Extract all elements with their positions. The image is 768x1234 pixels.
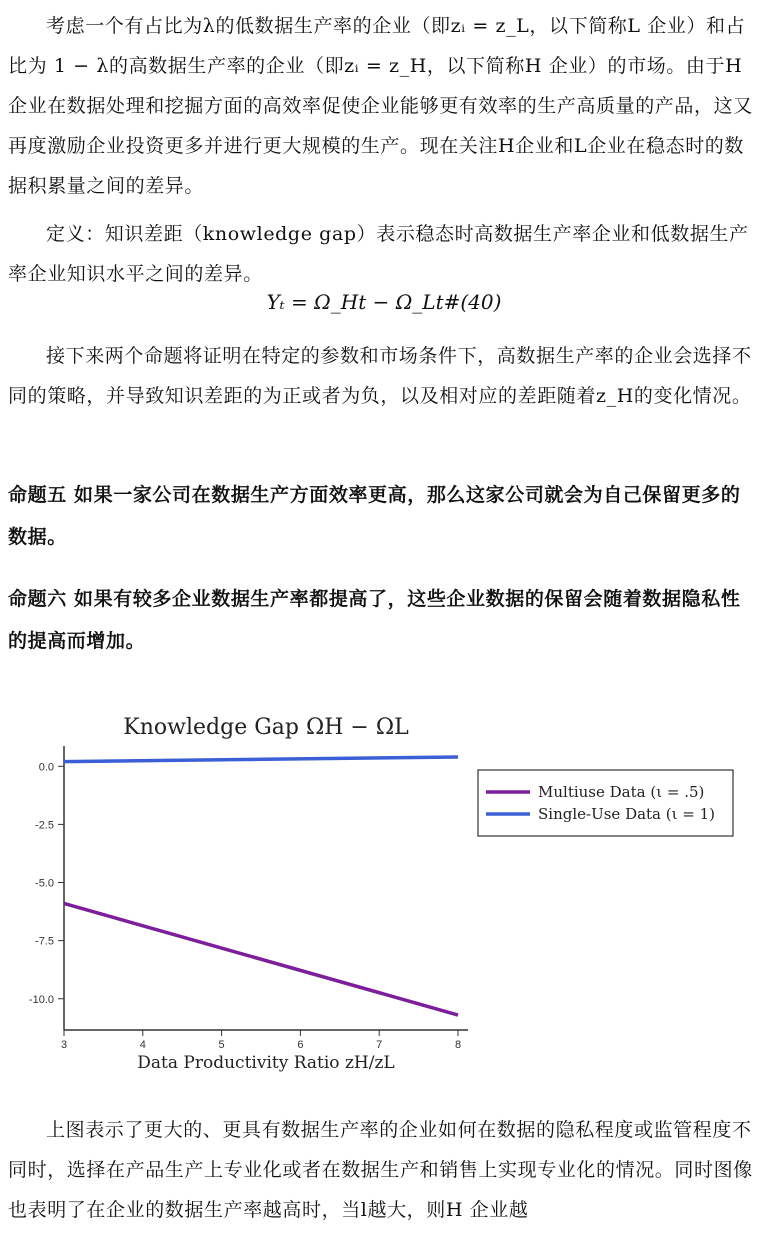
paragraph-market: 考虑一个有占比为λ的低数据生产率的企业（即zᵢ = z_L，以下简称L 企业）和占比为 1 − λ的高数据生产率的企业（即zᵢ = z_H，以下简称H 企业）的市场。由于H企业在数据处理和挖掘方面的高效率促使企业能够更有效率的生产高质量的产品，这又再度激励企业投资更多并进行更大规模的生产。现在关注H企业和L企业在稳态时的数据积累量之间的差异。 — [8, 15, 753, 197]
x-tick-label: 5 — [218, 1039, 225, 1051]
y-tick-label: 0.0 — [38, 761, 54, 774]
y-tick-label: -5.0 — [35, 877, 54, 890]
legend-label: Multiuse Data (ι = .5) — [538, 783, 705, 801]
chart-legend — [478, 770, 733, 836]
chart-title: Knowledge Gap ΩH − ΩL — [123, 715, 409, 740]
y-tick-label: -10.0 — [28, 993, 54, 1006]
proposition-five: 命题五 如果一家公司在数据生产方面效率更高，那么这家公司就会为自己保留更多的数据。 — [8, 484, 741, 548]
series-line-multiuse — [64, 903, 458, 1015]
series-line-single-use — [64, 757, 458, 762]
x-axis-label: Data Productivity Ratio zH/zL — [137, 1053, 395, 1073]
x-tick-label: 7 — [376, 1039, 383, 1051]
paragraph-figure-discussion: 上图表示了更大的、更具有数据生产率的企业如何在数据的隐私程度或监管程度不同时，选择在产品生产上专业化或者在数据生产和销售上实现专业化的情况。同时图像也表明了在企业的数据生产率越高时，当l越大，则H 企业越 — [8, 1119, 753, 1221]
y-tick-label: -2.5 — [35, 819, 54, 832]
legend-label: Single-Use Data (ι = 1) — [538, 805, 716, 823]
x-tick-label: 3 — [60, 1039, 68, 1051]
x-tick-label: 4 — [139, 1039, 146, 1051]
legend-box — [478, 770, 733, 836]
equation-40: Υₜ = Ω_Ht − Ω_Lt#(40) — [266, 290, 502, 314]
paragraph-propositions-intro: 接下来两个命题将证明在特定的参数和市场条件下，高数据生产率的企业会选择不同的策略，并导致知识差距的为正或者为负，以及相对应的差距随着z_H的变化情况。 — [8, 345, 752, 407]
x-tick-label: 6 — [297, 1039, 304, 1051]
paragraph-definition: 定义：知识差距（knowledge gap）表示稳态时高数据生产率企业和低数据生产率企业知识水平之间的差异。 — [8, 223, 749, 285]
knowledge-gap-chart — [0, 700, 768, 1090]
x-tick-label: 8 — [454, 1039, 462, 1051]
proposition-six: 命题六 如果有较多企业数据生产率都提高了，这些企业数据的保留会随着数据隐私性的提高而增加。 — [8, 588, 741, 652]
y-tick-label: -7.5 — [35, 935, 54, 948]
